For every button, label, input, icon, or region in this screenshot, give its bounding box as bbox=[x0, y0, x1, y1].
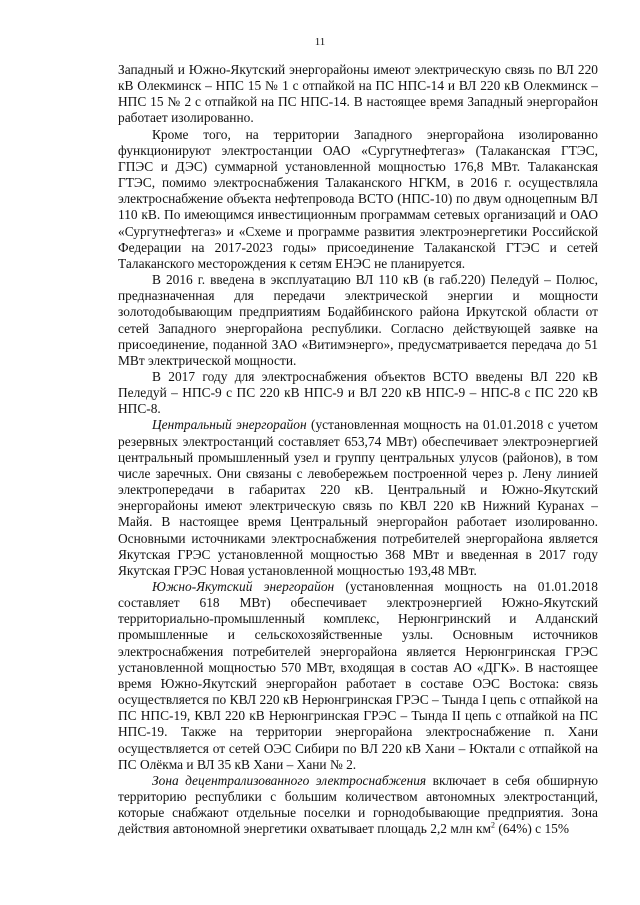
central-district-term: Центральный энергорайон bbox=[152, 417, 307, 433]
paragraph-western-yakut-link: Западный и Южно-Якутский энергорайоны имеют электрическую связь по ВЛ 220 кВ Олекминск – НПС 15 № 1 с отпайкой на ПС НПС-14 и ВЛ 220 кВ Олекминск – НПС 15 № 2 с отпайкой на ПС НПС-14. В настоящее время Западный энергорайон работает изолированно. bbox=[118, 62, 598, 126]
area-superscript: 2 bbox=[491, 820, 496, 830]
paragraph-central-district bbox=[118, 417, 598, 579]
paragraph-decentralized-zone bbox=[118, 773, 598, 838]
decentralized-zone-term: Зона децентрализованного электроснабжения bbox=[152, 772, 427, 788]
south-yakut-district-term: Южно-Якутский энергорайон bbox=[152, 579, 335, 594]
paragraph-surgutneftegaz-plants: Кроме того, на территории Западного энергорайона изолированно функционируют электростанции ОАО «Сургутнефтегаз» (Талаканская ГТЭС, ГПЭС и ДЭС) суммарной установленной мощностью 176,8 МВт. Талаканская ГТЭС, помимо электроснабжения Талаканского НГКМ, в 2016 г. осуществляла электроснабжение объекта нефтепровода ВСТО (НПС-10) по двум одноцепным ВЛ 110 кВ. По имеющимся инвестиционным программам сетевых организаций и ОАО «Сургутнефтегаз» и «Схеме и программе развития электроэнергетики Российской Федерации на 2017-2023 годы» присоединение Талаканской ГТЭС и сетей Талаканского месторождения к сетям ЕНЭС не планируется. bbox=[118, 126, 598, 271]
page-number: 11 bbox=[314, 36, 326, 48]
decentralized-zone-text-end: (64%) с 15% bbox=[495, 821, 570, 837]
paragraph-south-yakut-district bbox=[118, 579, 598, 773]
south-yakut-district-text: (установленная мощность на 01.01.2018 составляет 618 МВт) обеспечивает электроэнергией Южно-Якутский территориально-промышленный комплекс, Нерюнгринский и Алданский промышленные и сельскохозяйственные узлы. Основным источников электроснабжения потребителей энергорайона является Нерюнгринская ГРЭС установленной мощностью 570 МВт, входящая в состав АО «ДГК». В настоящее время Южно-Якутский энергорайон работает в составе ОЭС Востока: связь осуществляется по КВЛ 220 кВ Нерюнгринская ГРЭС – Тында I цепь с отпайкой на ПС НПС-19, КВЛ 220 кВ Нерюнгринская ГРЭС – Тында II цепь с отпайкой на ПС НПС-19. Также на территории энергорайона электроснабжение п. Хани осуществляется от сетей ОЭС Сибири по ВЛ 220 кВ Хани – Юктали с отпайкой на ПС Олёкма и ВЛ 35 кВ Хани – Хани № 2. bbox=[118, 579, 598, 772]
paragraph-peleduy-polyus-line: В 2016 г. введена в эксплуатацию ВЛ 110 кВ (в габ.220) Пеледуй – Полюс, предназначенная для передачи электрической энергии и мощности золотодобывающим предприятиям Бодайбинского района Иркутской области от сетей Западного энергорайона республики. Согласно действующей заявке на присоединение, поданной ЗАО «Витимэнерго», предусматривается передача до 51 МВт электрической мощности. bbox=[118, 272, 598, 368]
document-body bbox=[118, 62, 598, 838]
paragraph-vsto-lines-2017: В 2017 году для электроснабжения объектов ВСТО введены ВЛ 220 кВ Пеледуй – НПС-9 с ПС 220 кВ НПС-9 и ВЛ 220 кВ НПС-9 – НПС-8 с ПС 220 кВ НПС-8. bbox=[118, 368, 598, 417]
decentralized-zone-text: включает в себя обширную территорию республики с большим количеством автономных электростанций, которые снабжают отдельные поселки и горнодобывающие предприятия. Зона действия автономной энергетики охватывает площадь 2,2 млн км bbox=[118, 772, 598, 837]
central-district-text: (установленная мощность на 01.01.2018 с учетом резервных электростанций составляет 653,74 МВт) обеспечивает электроэнергией центральный промышленный узел и группу центральных улусов (районов), в том числе заречных. Они связаны с левобережьем построенной через р. Лену линией электропередачи в габаритах 220 кВ. Центральный и Южно-Якутский энергорайоны имеют электрическую связь по КВЛ 220 кВ Нижний Куранах – Майя. В настоящее время Центральный энергорайон работает изолированно. Основными источниками электроснабжения потребителей энергорайона является Якутская ГРЭС установленной мощностью 368 МВт и введенная в 2017 году Якутская ГРЭС Новая установленной мощностью 193,48 МВт. bbox=[118, 417, 598, 578]
